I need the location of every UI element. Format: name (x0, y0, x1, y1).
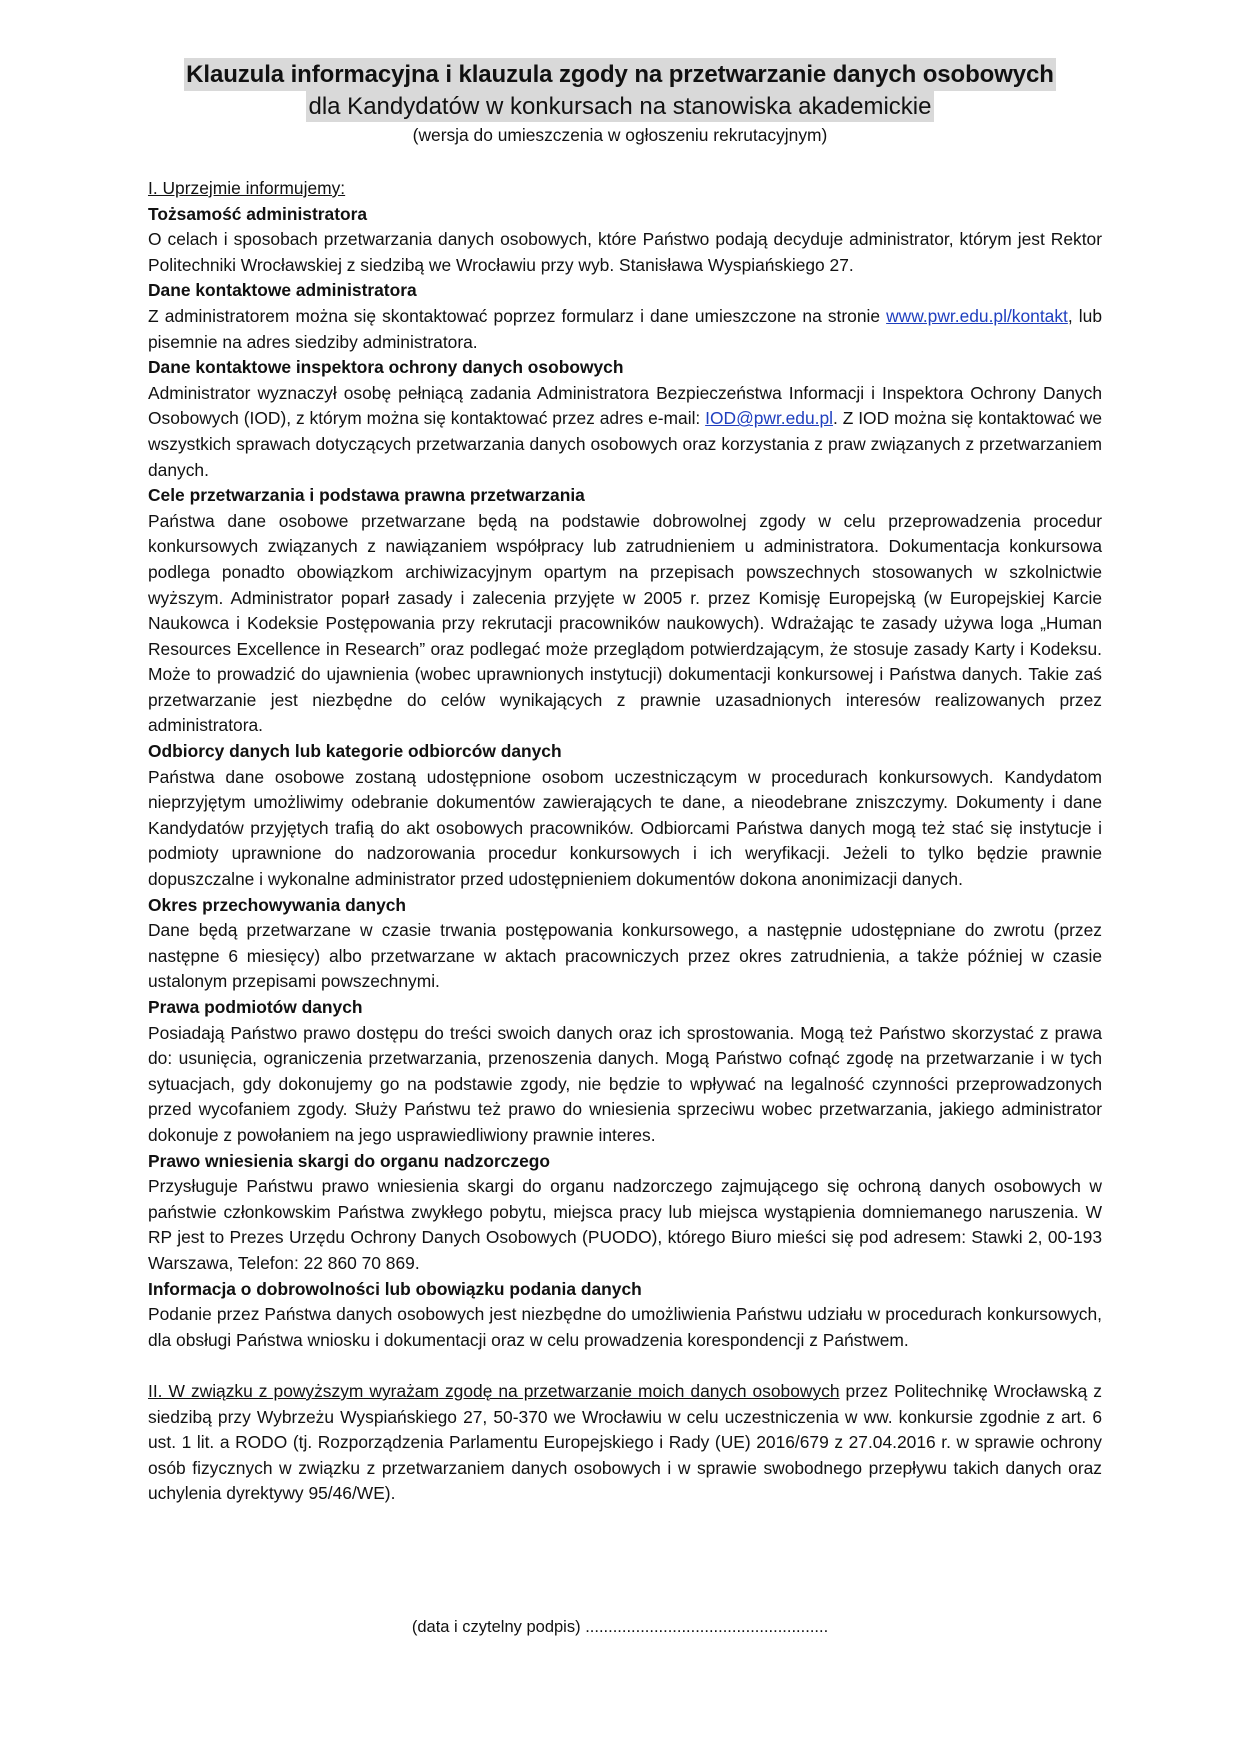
admin-identity-text: O celach i sposobach przetwarzania danych osobowych, które Państwo podają decyduje administrator, którym jest Rektor Politechniki Wrocławskiej z siedzibą we Wrocławiu przy wyb. Stanisława Wyspiańskiego 27. (148, 229, 1102, 275)
complaint-text: Przysługuje Państwu prawo wniesienia skargi do organu nadzorczego zajmującego się ochroną danych osobowych w państwie członkowskim Państwa zwykłego pobytu, miejsca pracy lub miejsca wystąpienia domniemanego naruszenia. W RP jest to Prezes Urzędu Ochrony Danych Osobowych (PUODO), którego Biuro mieści się pod adresem: Stawki 2, 00-193 Warszawa, Telefon: 22 860 70 869. (148, 1176, 1102, 1273)
retention-title: Okres przechowywania danych (148, 894, 407, 915)
iod-contact-text (148, 381, 1102, 483)
consent-heading: II. W związku z powyższym wyrażam zgodę na przetwarzanie moich danych osobowych (148, 1380, 840, 1401)
complaint-title: Prawo wniesienia skargi do organu nadzorczego (148, 1150, 551, 1171)
admin-contact-text-before: Z administratorem można się skontaktować poprzez formularz i dane umieszczone na stronie (148, 305, 887, 326)
iod-contact-text-after: . Z IOD można się kontaktować we wszystkich sprawach dotyczących przetwarzania danych osobowych oraz korzystania z praw związanych z przetwarzaniem danych. (148, 408, 1102, 480)
voluntariness-text: Podanie przez Państwa danych osobowych jest niezbędne do umożliwienia Państwu udziału w procedurach konkursowych, dla obsługi Państwa wniosku i dokumentacji oraz w celu prowadzenia korespondencji z Państwem. (148, 1304, 1102, 1350)
signature-area (0, 1618, 1240, 1637)
rights-title: Prawa podmiotów danych (148, 997, 363, 1017)
recipients-title: Odbiorcy danych lub kategorie odbiorców danych (148, 741, 562, 762)
iod-contact-text-before: Administrator wyznaczył osobę pełniącą zadania Administratora Bezpieczeństwa Informacji i Inspektora Ochrony Danych Osobowych (IOD), z którym można się kontaktować przez adres e-mail: (148, 382, 1102, 429)
consent-text: przez Politechnikę Wrocławską z siedzibą przy Wybrzeżu Wyspiańskiego 27, 50-370 we Wrocławiu w celu uczestniczenia w ww. konkursie zgodnie z art. 6 ust. 1 lit. a RODO (tj. Rozporządzenia Parlamentu Europejskiego i Rady (UE) 2016/679 z 27.04.2016 r. w sprawie ochrony osób fizycznych w związku z przetwarzaniem danych osobowych i w sprawie swobodnego przepływu takich danych oraz uchylenia dyrektywy 95/46/WE). (148, 1380, 1102, 1504)
recipients-text: Państwa dane osobowe zostaną udostępnione osobom uczestniczącym w procedurach konkursowych. Kandydatom nieprzyjętym umożliwimy odebranie dokumentów zawierających te dane, a nieodebrane zniszczymy. Dokumenty i dane Kandydatów przyjętych trafią do akt osobowych pracowników. Odbiorcami Państwa danych mogą też stać się instytucje i podmioty uprawnione do nadzorowania procedur konkursowych i ich weryfikacji. Jeżeli to tylko będzie prawnie dopuszczalne i wykonalne administrator przed udostępnieniem dokumentów dokona anonimizacji danych. (148, 766, 1102, 890)
document-body (148, 176, 1102, 1507)
title-block (0, 58, 1240, 148)
admin-contact-title: Dane kontaktowe administratora (148, 280, 417, 301)
signature-line: ..................................................... (585, 1618, 829, 1636)
section-spacer (148, 1353, 1102, 1379)
document-title: Klauzula informacyjna i klauzula zgody na przetwarzanie danych osobowych (184, 58, 1056, 91)
document-subtitle: (wersja do umieszczenia w ogłoszeniu rekrutacyjnym) (412, 125, 828, 145)
consent-paragraph (148, 1379, 1102, 1507)
admin-contact-text-after: , lub pisemnie na adres siedziby administratora. (148, 305, 1102, 352)
signature-label: (data i czytelny podpis) (411, 1618, 581, 1636)
rights-text: Posiadają Państwo prawo dostępu do treści swoich danych oraz ich sprostowania. Mogą też Państwo skorzystać z prawa do: usunięcia, ograniczenia przetwarzania, przenoszenia danych. Mogą Państwo cofnąć zgodę na przetwarzanie i w tych sytuacjach, gdy dokonujemy go na podstawie zgody, nie będzie to wpływać na legalność czynności przeprowadzonych przed wycofaniem zgody. Służy Państwu też prawo do wniesienia sprzeciwu wobec przetwarzania, jakiego administrator dokonuje z powołaniem na jego usprawiedliwiony prawnie interes. (148, 1022, 1102, 1145)
voluntariness-title: Informacja o dobrowolności lub obowiązku podania danych (148, 1278, 642, 1299)
purposes-text: Państwa dane osobowe przetwarzane będą na podstawie dobrowolnej zgody w celu przeprowadzenia procedur konkursowych związanych z nawiązaniem współpracy lub zatrudnieniem u administratora. Dokumentacja konkursowa podlega ponadto obowiązkom archiwizacyjnym opartym na przepisach powszechnych stosowanych w szkolnictwie wyższym. Administrator poparł zasady i zalecenia przyjęte w 2005 r. przez Komisję Europejską (w Europejskiej Karcie Naukowca i Kodeksie Postępowania przy rekrutacji pracowników naukowych). Wdrażając te zasady używa loga „Human Resources Excellence in Research” oraz podlegać może przeglądom potwierdzającym, że stosuje zasady Karty i Kodeksu. Może to prowadzić do ujawnienia (wobec uprawnionych instytucji) dokumentacji konkursowej i Państwa danych. Takie zaś przetwarzanie jest niezbędne do celów wynikających z prawnie uzasadnionych interesów realizowanych przez administratora. (148, 510, 1102, 736)
document-title-line2: dla Kandydatów w konkursach na stanowiska akademickie (308, 93, 932, 120)
purposes-title: Cele przetwarzania i podstawa prawna przetwarzania (148, 485, 585, 506)
iod-email-link[interactable]: IOD@pwr.edu.pl (705, 408, 834, 429)
section1-heading: I. Uprzejmie informujemy: (148, 178, 346, 198)
retention-text: Dane będą przetwarzane w czasie trwania postępowania konkursowego, a następnie udostępniane do zwrotu (przez następne 6 miesięcy) albo przetwarzane w aktach pracowniczych przez okres zatrudnienia, a także później w czasie ustalonym przepisami powszechnymi. (148, 920, 1102, 992)
admin-identity-title: Tożsamość administratora (148, 203, 368, 224)
admin-contact-text (148, 304, 1102, 355)
contact-page-link[interactable]: www.pwr.edu.pl/kontakt (886, 305, 1068, 326)
iod-contact-title: Dane kontaktowe inspektora ochrony danych osobowych (148, 357, 624, 378)
